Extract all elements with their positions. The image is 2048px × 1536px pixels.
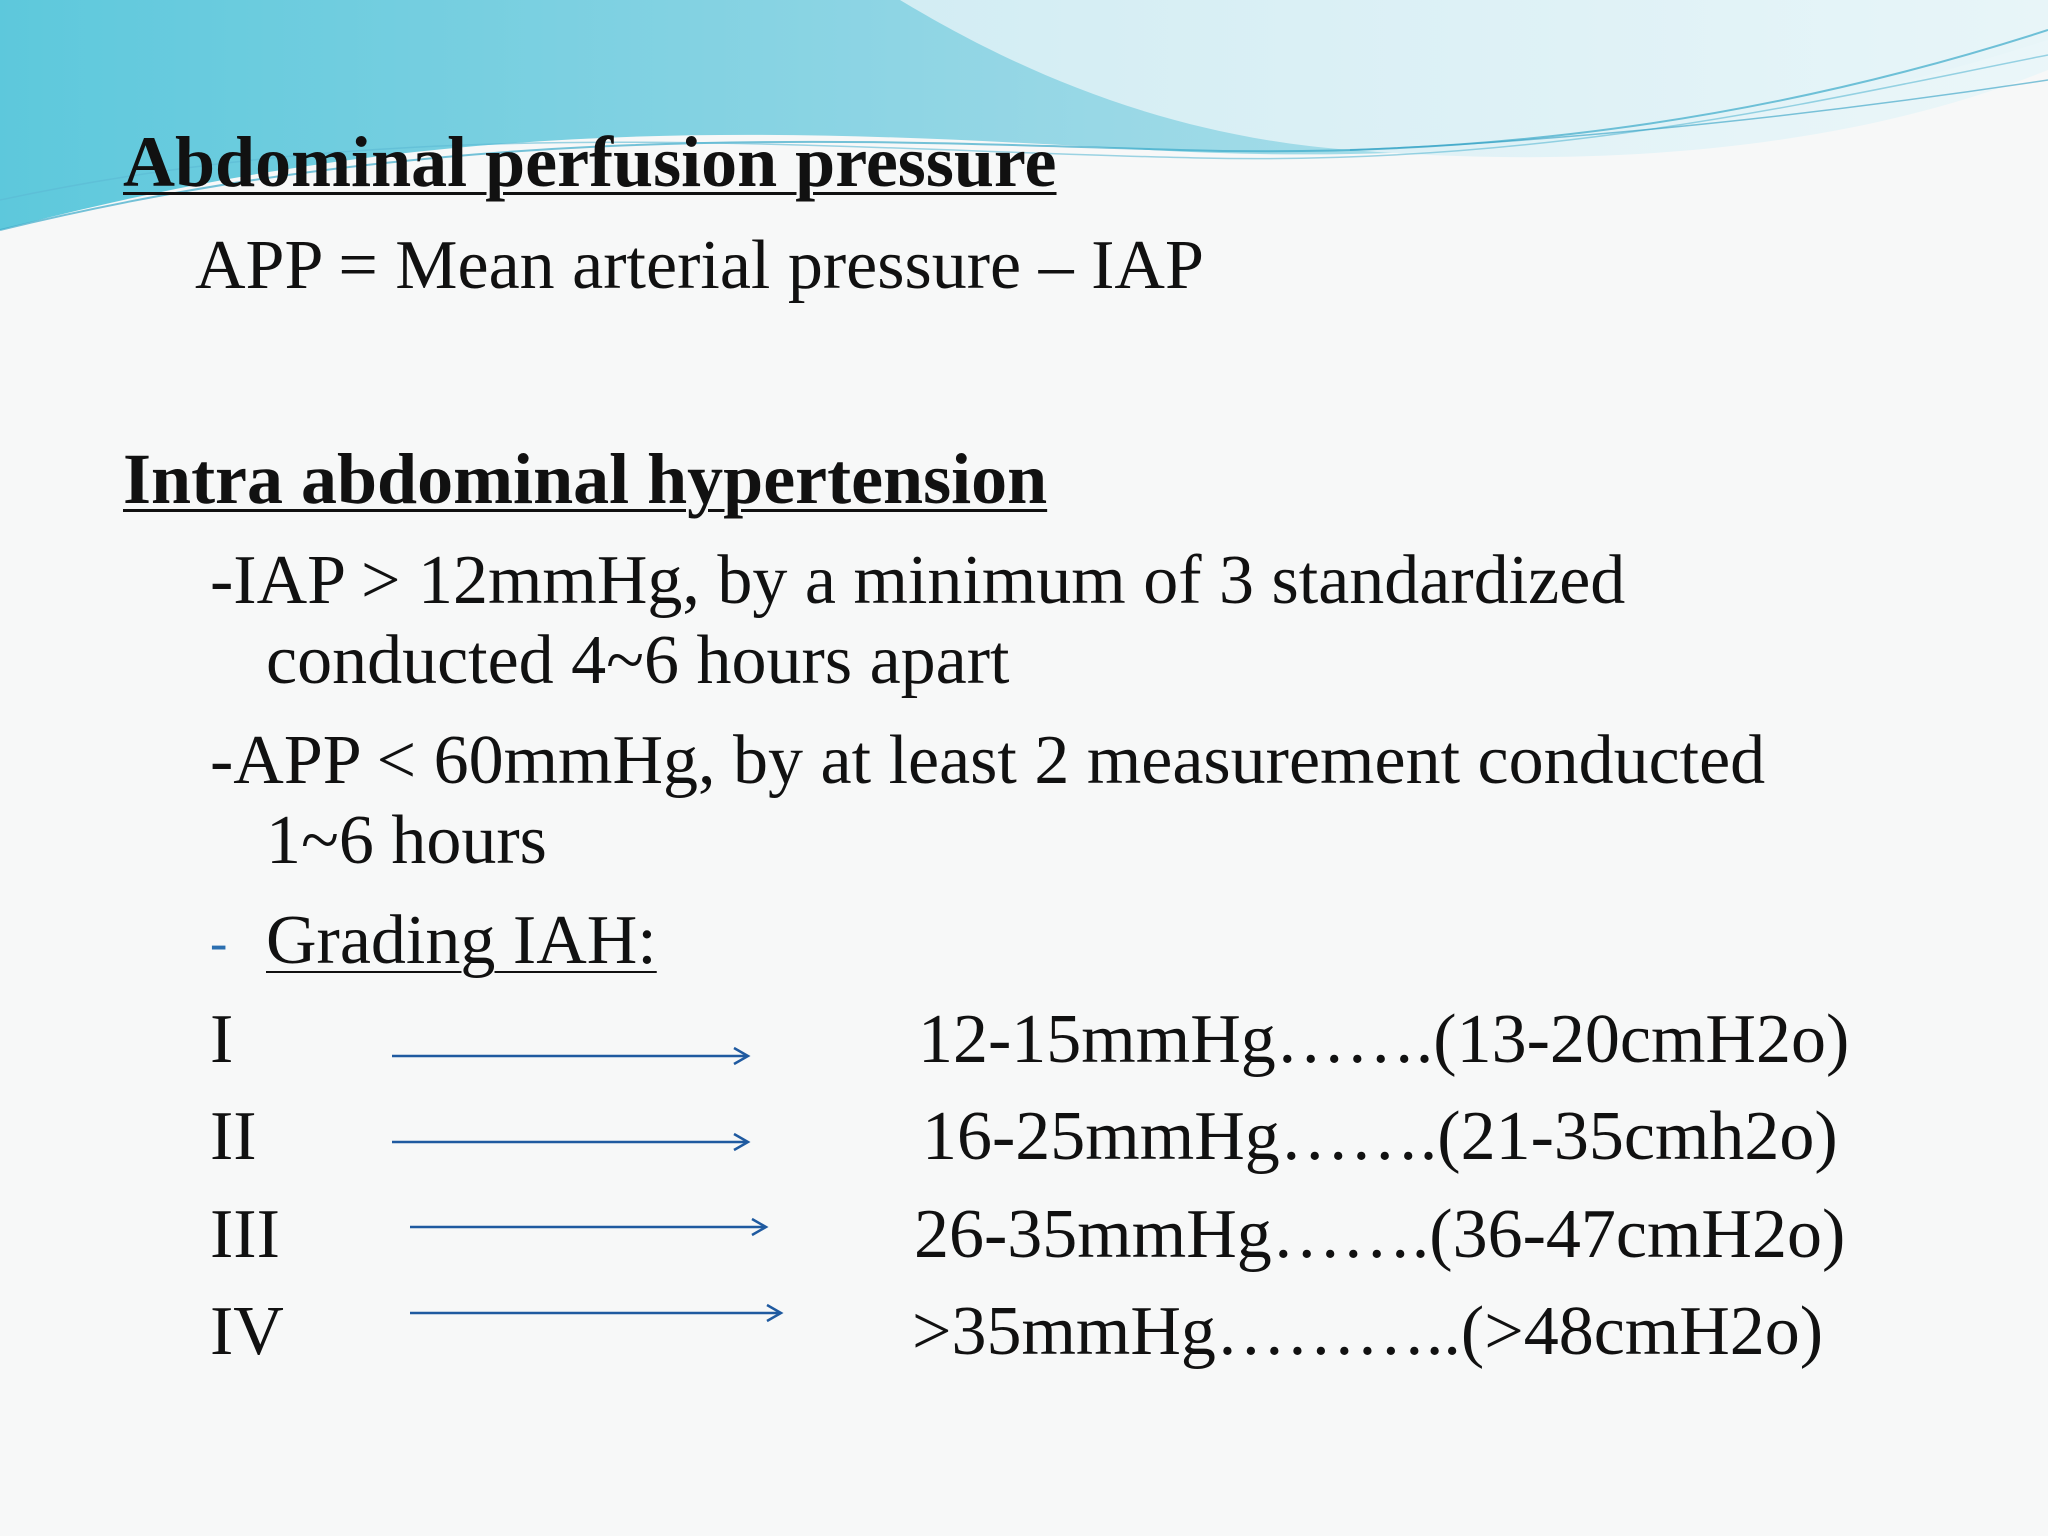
grade-label-1: I bbox=[210, 1001, 234, 1078]
grade-range-4: >35mmHg………..(>48cmH2o) bbox=[912, 1293, 1824, 1370]
arrow-right-icon bbox=[390, 1130, 755, 1154]
point-app-line1: -APP < 60mmHg, by at least 2 measurement conducted bbox=[210, 722, 1766, 799]
grading-label bbox=[266, 902, 657, 979]
grade-range-2: 16-25mmHg…….(21-35cmh2o) bbox=[922, 1098, 1838, 1175]
heading-abdominal-perfusion-pressure: Abdominal perfusion pressure bbox=[123, 122, 1057, 202]
heading-intra-abdominal-hypertension: Intra abdominal hypertension bbox=[123, 439, 1048, 519]
grade-range-3: 26-35mmHg…….(36-47cmH2o) bbox=[914, 1196, 1846, 1273]
grade-label-3: III bbox=[210, 1196, 280, 1273]
arrow-right-icon bbox=[408, 1215, 773, 1239]
arrow-right-icon bbox=[390, 1044, 755, 1068]
point-iap-line2: conducted 4~6 hours apart bbox=[266, 622, 1010, 699]
grade-label-2: II bbox=[210, 1098, 257, 1175]
grade-label-4: IV bbox=[210, 1293, 284, 1370]
grading-bullet: - bbox=[210, 915, 228, 972]
point-iap-line1: -IAP > 12mmHg, by a minimum of 3 standardized bbox=[210, 542, 1626, 619]
arrow-right-icon bbox=[408, 1301, 788, 1325]
grading-label-text: Grading IAH: bbox=[266, 902, 657, 979]
point-app-line2: 1~6 hours bbox=[266, 802, 547, 879]
formula-app: APP = Mean arterial pressure – IAP bbox=[195, 227, 1204, 304]
grade-range-1: 12-15mmHg…….(13-20cmH2o) bbox=[918, 1001, 1850, 1078]
